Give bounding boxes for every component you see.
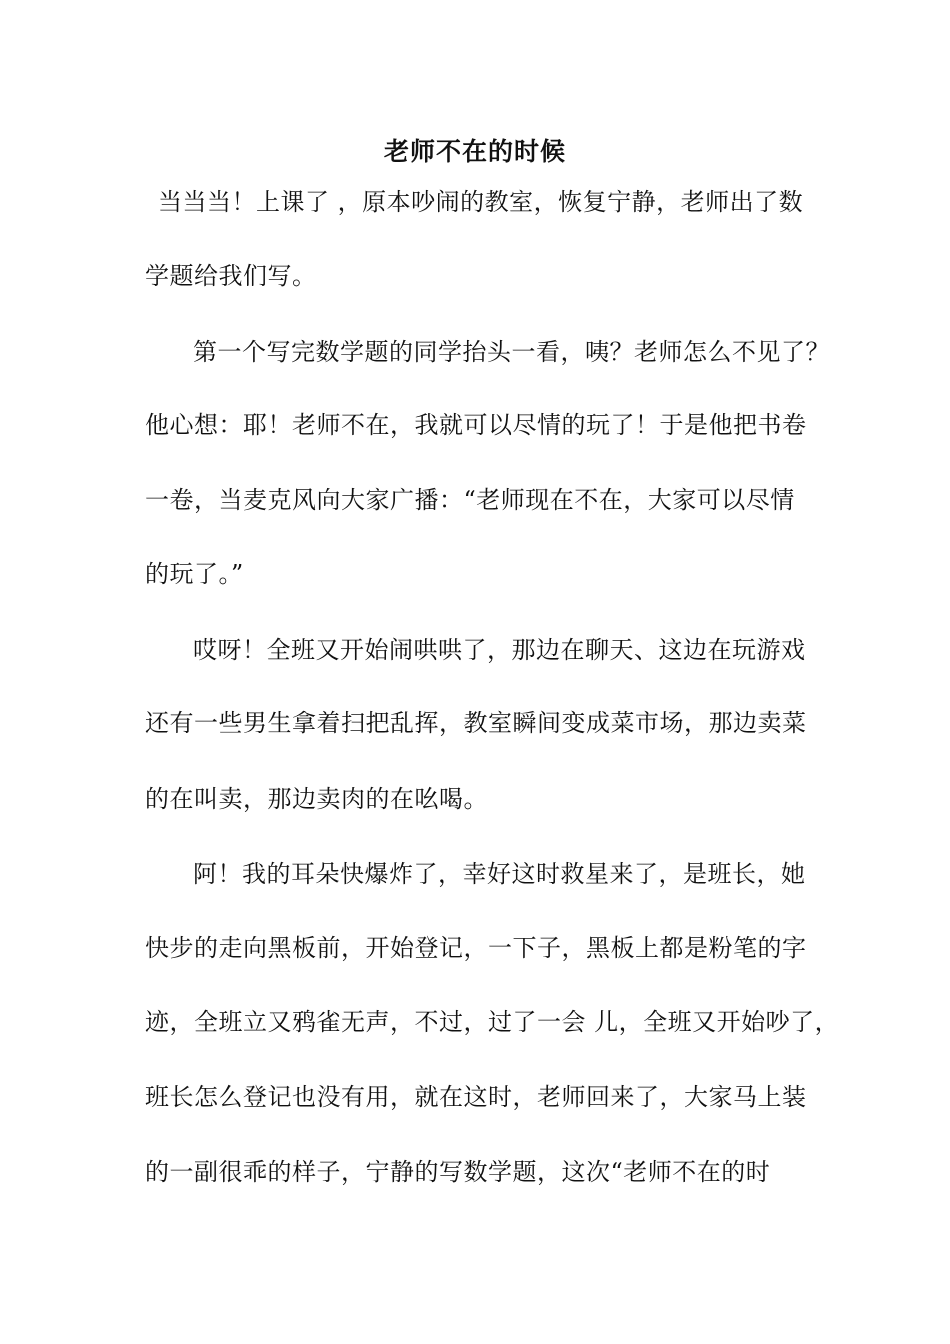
text-line: 快步的走向黑板前，开始登记，一下子，黑板上都是粉笔的字 xyxy=(145,934,807,962)
document-title: 老师不在的时候 xyxy=(383,137,566,166)
text-line: 还有一些男生拿着扫把乱挥，教室瞬间变成菜市场，那边卖菜 xyxy=(145,709,807,737)
text-line: 当当当！上课了 ，原本吵闹的教室，恢复宁静，老师出了数 xyxy=(158,188,804,216)
text-line: 阿！我的耳朵快爆炸了，幸好这时救星来了，是班长，她 xyxy=(193,860,806,888)
text-line: 迹，全班立又鸦雀无声，不过，过了一会 儿，全班又开始吵了， xyxy=(145,1008,840,1036)
text-line: 班长怎么登记也没有用，就在这时，老师回来了，大家马上装 xyxy=(145,1083,807,1111)
text-line: 哎呀！全班又开始闹哄哄了，那边在聊天、这边在玩游戏 xyxy=(193,636,806,664)
text-line: 的玩了。” xyxy=(145,560,244,588)
text-line: 一卷，当麦克风向大家广播：“老师现在不在，大家可以尽情 xyxy=(145,486,795,514)
text-line: 他心想：耶！老师不在，我就可以尽情的玩了！于是他把书卷 xyxy=(145,411,807,439)
text-line: 学题给我们写。 xyxy=(145,262,317,290)
text-line: 第一个写完数学题的同学抬头一看，咦？老师怎么不见了？ xyxy=(193,338,830,366)
text-line: 的一副很乖的样子，宁静的写数学题，这次“老师不在的时 xyxy=(145,1158,771,1186)
text-line: 的在叫卖，那边卖肉的在吆喝。 xyxy=(145,785,488,813)
